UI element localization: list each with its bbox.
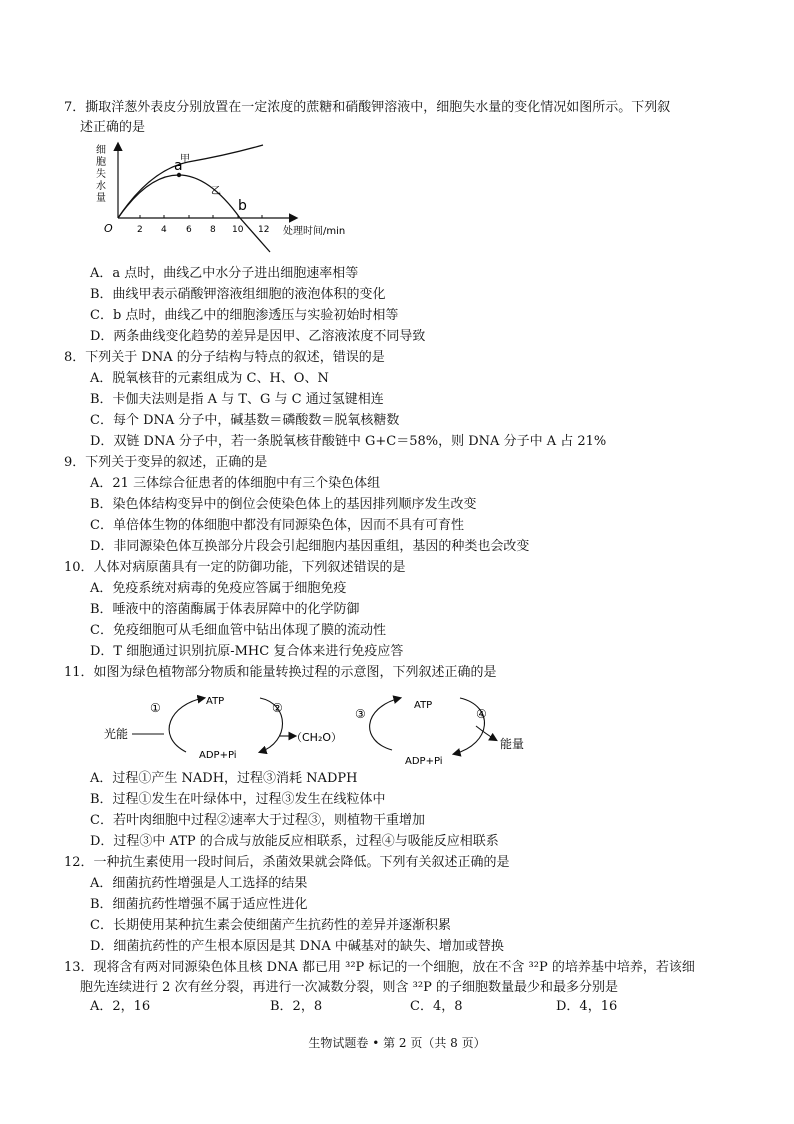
q12-option-a: A．细菌抗药性增强是人工选择的结果 <box>90 876 308 891</box>
q9-option-a: A．21 三体综合征患者的体细胞中有三个染色体组 <box>90 476 381 491</box>
ylabel-char: 水 <box>96 181 106 192</box>
q8-option-c: C．每个 DNA 分子中，碱基数＝磷酸数＝脱氧核糖数 <box>90 413 400 428</box>
q10-option-a: A．免疫系统对病毒的免疫应答属于细胞免疫 <box>90 581 347 596</box>
x-tick-label: 4 <box>161 225 167 235</box>
q12-stem: 12．一种抗生素使用一段时间后，杀菌效果就会降低。下列有关叙述正确的是 <box>64 855 510 870</box>
energy-label: 能量 <box>500 737 525 751</box>
q7-stem-line2: 述正确的是 <box>80 120 146 135</box>
x-tick-label: 8 <box>210 225 216 235</box>
q11-option-b: B．过程①发生在叶绿体中，过程③发生在线粒体中 <box>90 792 386 807</box>
q13-option-a: A．2，16 <box>90 999 151 1014</box>
cycle1-left-arc <box>169 698 204 752</box>
x-tick-label: 6 <box>186 225 192 235</box>
q7-option-b: B．曲线甲表示硝酸钾溶液组细胞的液泡体积的变化 <box>90 287 386 302</box>
q7-stem-line1: 7．撕取洋葱外表皮分别放置在一定浓度的蔗糖和硝酸钾溶液中，细胞失水量的变化情况如图所示。下列叙 <box>64 100 671 115</box>
curve-yi <box>118 175 270 252</box>
ylabel-char: 量 <box>96 193 106 204</box>
curve-jia-label: 甲 <box>180 154 190 165</box>
q11-energy-diagram <box>100 686 560 774</box>
q13-option-c: C．4，8 <box>410 999 463 1014</box>
ch2o-label: （CH₂O） <box>291 731 343 744</box>
atp-2-label: ATP <box>414 700 433 711</box>
x-tick-label: 2 <box>137 225 143 235</box>
q12-option-b: B．细菌抗药性增强不属于适应性进化 <box>90 897 308 912</box>
q8-option-d: D．双链 DNA 分子中，若一条脱氧核苷酸链中 G+C＝58%，则 DNA 分子中 A 占 21% <box>90 434 607 449</box>
point-a-label: a <box>174 158 183 174</box>
point-b-label: b <box>238 198 247 214</box>
q13-stem-line1: 13．现将含有两对同源染色体且核 DNA 都已用 ³²P 标记的一个细胞，放在不含 ³²P 的培养基中培养，若该细 <box>64 960 695 975</box>
q9-option-d: D．非同源染色体互换部分片段会引起细胞内基因重组，基因的种类也会改变 <box>90 539 530 554</box>
q13-option-b: B．2，8 <box>270 999 323 1014</box>
q7-water-loss-graph <box>88 140 368 264</box>
q8-stem: 8．下列关于 DNA 的分子结构与特点的叙述，错误的是 <box>64 350 385 365</box>
q13-stem-line2: 胞先连续进行 2 次有丝分裂，再进行一次减数分裂，则含 ³²P 的子细胞数量最少和最多分别是 <box>80 980 618 995</box>
q10-option-b: B．唾液中的溶菌酶属于体表屏障中的化学防御 <box>90 602 360 617</box>
x-tick-label: 10 <box>232 225 244 235</box>
process-1-label: ① <box>150 701 161 715</box>
process-2-label: ② <box>272 701 283 715</box>
q7-option-c: C．b 点时，曲线乙中的细胞渗透压与实验初始时相等 <box>90 308 399 323</box>
origin-label: O <box>104 222 113 235</box>
q10-stem: 10．人体对病原菌具有一定的防御功能，下列叙述错误的是 <box>64 560 406 575</box>
cycle2-left-arc <box>370 698 400 750</box>
q11-stem: 11．如图为绿色植物部分物质和能量转换过程的示意图，下列叙述正确的是 <box>64 665 497 680</box>
q8-option-a: A．脱氧核苷的元素组成为 C、H、O、N <box>90 371 329 386</box>
q9-option-c: C．单倍体生物的体细胞中都没有同源染色体，因而不具有可育性 <box>90 518 464 533</box>
q9-option-b: B．染色体结构变异中的倒位会使染色体上的基因排列顺序发生改变 <box>90 497 477 512</box>
graph-svg <box>88 140 368 260</box>
ylabel-char: 失 <box>96 169 106 180</box>
process-3-label: ③ <box>355 707 366 721</box>
adp-pi-2-label: ADP+Pi <box>405 756 443 767</box>
ylabel-char: 细 <box>96 145 106 156</box>
curve-yi-label: 乙 <box>211 186 221 197</box>
atp-1-label: ATP <box>206 696 225 707</box>
q10-option-c: C．免疫细胞可从毛细血管中钻出体现了膜的流动性 <box>90 623 386 638</box>
x-tick-label: 12 <box>258 225 270 235</box>
q12-option-d: D．细菌抗药性的产生根本原因是其 DNA 中碱基对的缺失、增加或替换 <box>90 939 504 954</box>
q10-option-d: D．T 细胞通过识别抗原-MHC 复合体来进行免疫应答 <box>90 644 404 659</box>
q11-option-a: A．过程①产生 NADH，过程③消耗 NADPH <box>90 771 358 786</box>
ylabel-char: 胞 <box>96 157 106 168</box>
q7-option-a: A．a 点时，曲线乙中水分子进出细胞速率相等 <box>90 266 359 281</box>
q9-stem: 9．下列关于变异的叙述，正确的是 <box>64 455 268 470</box>
q11-option-d: D．过程③中 ATP 的合成与放能反应相联系，过程④与吸能反应相联系 <box>90 834 499 849</box>
q11-option-c: C．若叶肉细胞中过程②速率大于过程③，则植物干重增加 <box>90 813 425 828</box>
q8-option-b: B．卡伽夫法则是指 A 与 T、G 与 C 通过氢键相连 <box>90 392 384 407</box>
q12-option-c: C．长期使用某种抗生素会使细菌产生抗药性的差异并逐渐积累 <box>90 918 451 933</box>
light-energy-label: 光能 <box>104 727 129 741</box>
diagram-svg <box>100 686 560 770</box>
q7-option-d: D．两条曲线变化趋势的差异是因甲、乙溶液浓度不同导致 <box>90 329 426 344</box>
page-footer: 生物试题卷 • 第 2 页（共 8 页） <box>308 1036 486 1050</box>
q13-option-d: D．4，16 <box>556 999 618 1014</box>
adp-pi-1-label: ADP+Pi <box>199 750 237 761</box>
q13-options-row <box>90 998 710 1016</box>
x-axis-label: 处理时间/min <box>283 226 346 237</box>
process-4-label: ④ <box>476 707 487 721</box>
